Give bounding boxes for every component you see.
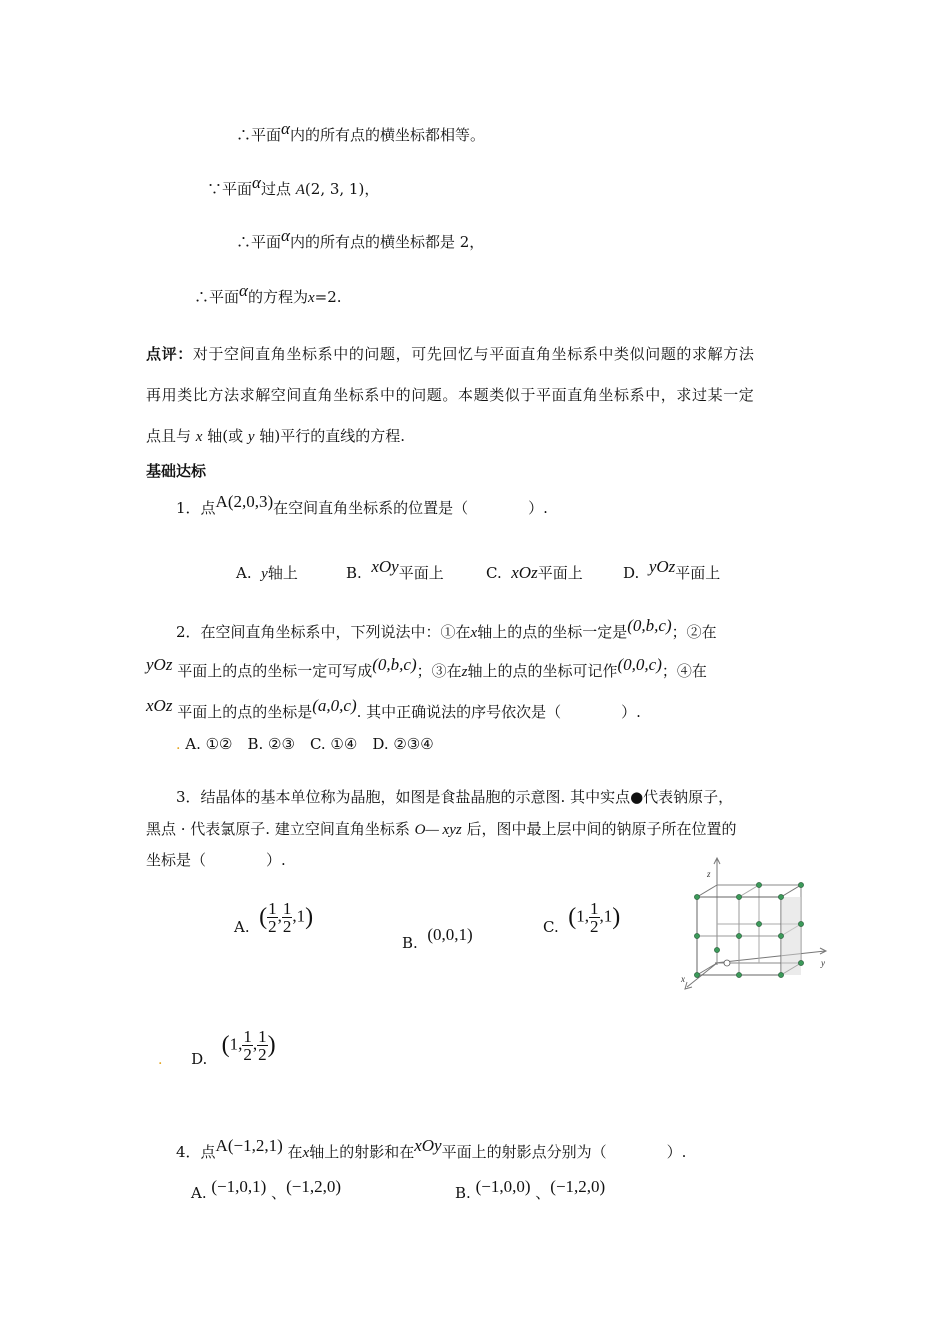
q3-line-3: 坐标是（ ）. xyxy=(146,851,286,869)
q4-option-a[interactable]: A. (−1,0,1) 、(−1,2,0) xyxy=(191,1177,342,1202)
salt-crystal-cell-figure xyxy=(675,855,835,995)
q2-line-2: yOz 平面上的点的坐标一定可写成(0,b,c)；③在z轴上的点的坐标可记作(0,0,c)；④在 xyxy=(146,655,707,680)
q1-option-b[interactable]: B. xOy平面上 xyxy=(346,557,444,582)
q2-line-3: xOz 平面上的点的坐标是(a,0,c). 其中正确说法的序号依次是（ ）. xyxy=(146,696,641,721)
x-axis-label: x xyxy=(681,974,685,984)
alpha-symbol: α xyxy=(252,173,261,192)
q1-option-d[interactable]: D. yOz平面上 xyxy=(623,557,721,582)
section-title: 基础达标 xyxy=(146,462,207,480)
q3-option-b[interactable]: B. (0,0,1) xyxy=(402,925,473,952)
y-axis-label: y xyxy=(821,958,825,968)
bullet-marker: . xyxy=(176,737,181,753)
q4-option-b[interactable]: B. (−1,0,0) 、(−1,2,0) xyxy=(455,1177,606,1202)
q4-line-1: 4．点A(−1,2,1) 在x轴上的射影和在xOy平面上的射影点分别为（ ）. xyxy=(176,1136,687,1161)
q2-line-1: 2．在空间直角坐标系中，下列说法中：①在x轴上的点的坐标一定是(0,b,c)；②在 xyxy=(176,616,717,641)
bullet-marker: . xyxy=(158,1051,163,1068)
reasoning-line-1: ∴平面α内的所有点的横坐标都相等。 xyxy=(236,119,485,144)
y-axis xyxy=(715,951,825,963)
comment-line-2: 再用类比方法求解空间直角坐标系中的问题。本题类似于平面直角坐标系中，求过某一定 xyxy=(146,386,755,404)
q1-option-c[interactable]: C. xOz平面上 xyxy=(486,563,583,582)
comment-line-3: 点且与 x 轴(或 y 轴)平行的直线的方程. xyxy=(146,427,405,445)
comment-line-1: 点评：对于空间直角坐标系中的问题，可先回忆与平面直角坐标系中类似问题的求解方法 xyxy=(146,345,755,363)
q3-line-2: 黑点 · 代表氯原子. 建立空间直角坐标系 O— xyz 后，图中最上层中间的钠原子所在位置的 xyxy=(146,820,737,838)
point-a: A(−1,2,1) xyxy=(215,1136,283,1155)
point-a: A(2,0,3) xyxy=(215,492,274,511)
q3-option-d[interactable]: . D. (1, $\frac{1}{2}$ , $\frac{1}{2}$ ) xyxy=(158,1027,276,1068)
q1-option-a[interactable]: A. y轴上 xyxy=(236,564,298,582)
q2-options[interactable]: . A. ①② B. ②③ C. ①④ D. ②③④ xyxy=(176,735,434,753)
reasoning-line-2: ∵平面α过点 A(2, 3, 1)， xyxy=(207,173,380,198)
reasoning-line-4: ∴平面α的方程为x=2. xyxy=(194,281,342,306)
q3-option-c[interactable]: C. (1, $\frac{1}{2}$ ,1) xyxy=(543,899,621,936)
question-1: 1．点A(2,0,3)在空间直角坐标系的位置是（ ）. xyxy=(176,492,548,517)
comment-label: 点评： xyxy=(146,345,193,363)
reasoning-line-3: ∴平面α内的所有点的横坐标都是 2， xyxy=(236,226,485,251)
alpha-symbol: α xyxy=(239,281,248,300)
alpha-symbol: α xyxy=(281,226,290,245)
q3-option-a[interactable]: A. ( $\frac{1}{2}$ , $\frac{1}{2}$ ,1) xyxy=(234,899,314,936)
alpha-symbol: α xyxy=(281,119,290,138)
z-axis-label: z xyxy=(707,869,711,879)
q3-line-1: 3．结晶体的基本单位称为晶胞，如图是食盐晶胞的示意图. 其中实点●代表钠原子， xyxy=(176,788,734,806)
